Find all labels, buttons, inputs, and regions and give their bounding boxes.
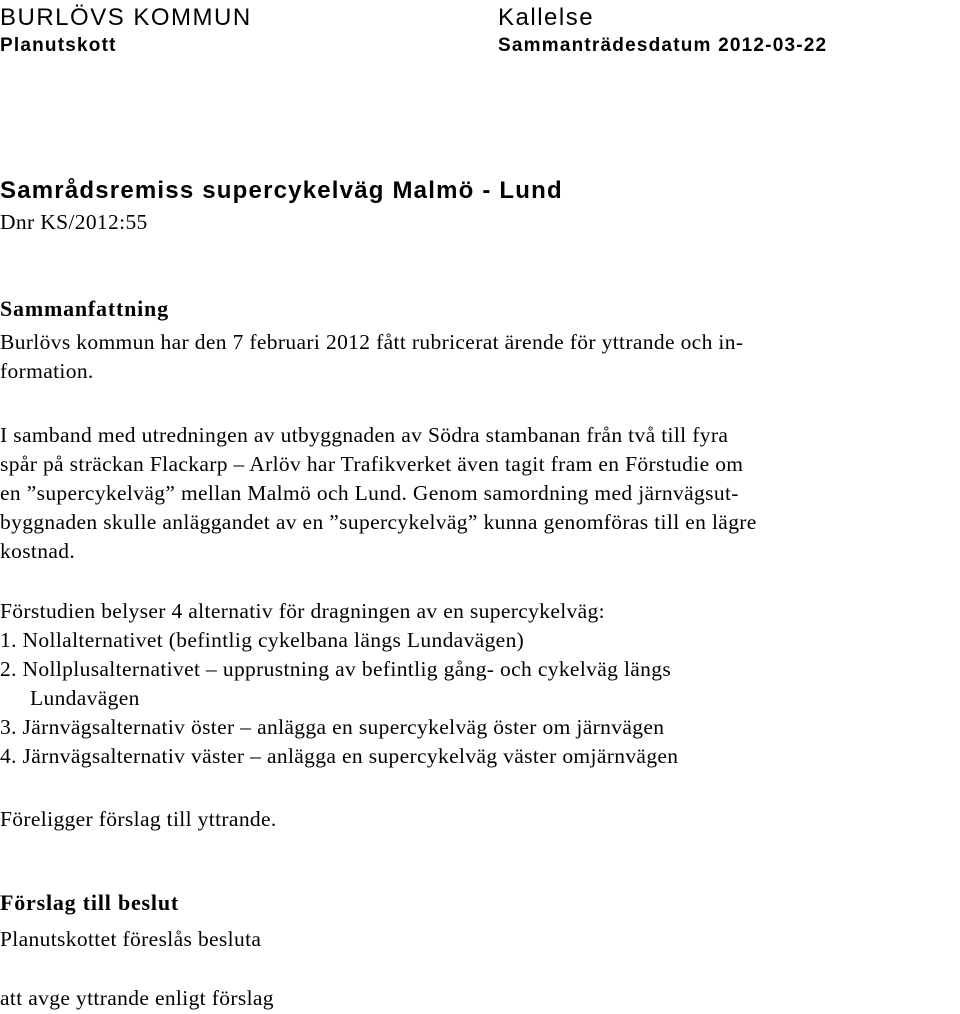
closing-line: Föreligger förslag till yttrande.: [0, 807, 277, 831]
summary-heading: Sammanfattning: [0, 296, 169, 321]
decision-heading: Förslag till beslut: [0, 890, 179, 915]
decision-line: att avge yttrande enligt förslag: [0, 986, 274, 1010]
alternative-item: 3. Järnvägsalternativ öster – anlägga en supercykelväg öster om järnvägen: [0, 715, 665, 739]
document-title: Samrådsremiss supercykelväg Malmö - Lund: [0, 177, 563, 204]
summary-p1-line: formation.: [0, 359, 94, 383]
meeting-date: Sammanträdesdatum 2012-03-22: [498, 35, 828, 56]
summary-p2-line: I samband med utredningen av utbyggnaden av Södra stambanan från två till fyra: [0, 423, 729, 447]
dnr: Dnr KS/2012:55: [0, 210, 148, 234]
alternative-item: 4. Järnvägsalternativ väster – anlägga en supercykelväg väster omjärnvägen: [0, 744, 679, 768]
decision-line: Planutskottet föreslås besluta: [0, 927, 262, 951]
alternatives-intro: Förstudien belyser 4 alternativ för dragningen av en supercykelväg:: [0, 599, 605, 623]
org-name: BURLÖVS KOMMUN: [0, 4, 252, 31]
summary-p2-line: en ”supercykelväg” mellan Malmö och Lund. Genom samordning med järnvägsut-: [0, 481, 739, 505]
summary-p2-line: kostnad.: [0, 539, 76, 563]
alternative-item-continued: Lundavägen: [30, 686, 140, 710]
unit-name: Planutskott: [0, 35, 117, 56]
summary-p1-line: Burlövs kommun har den 7 februari 2012 fått rubricerat ärende för yttrande och in-: [0, 330, 744, 354]
alternative-item: 2. Nollplusalternativet – upprustning av befintlig gång- och cykelväg längs: [0, 657, 672, 681]
doc-type: Kallelse: [498, 4, 595, 31]
summary-p2-line: spår på sträckan Flackarp – Arlöv har Trafikverket även tagit fram en Förstudie om: [0, 452, 744, 476]
summary-p2-line: byggnaden skulle anläggandet av en ”supercykelväg” kunna genomföras till en lägre: [0, 510, 757, 534]
alternative-item: 1. Nollalternativet (befintlig cykelbana längs Lundavägen): [0, 628, 525, 652]
